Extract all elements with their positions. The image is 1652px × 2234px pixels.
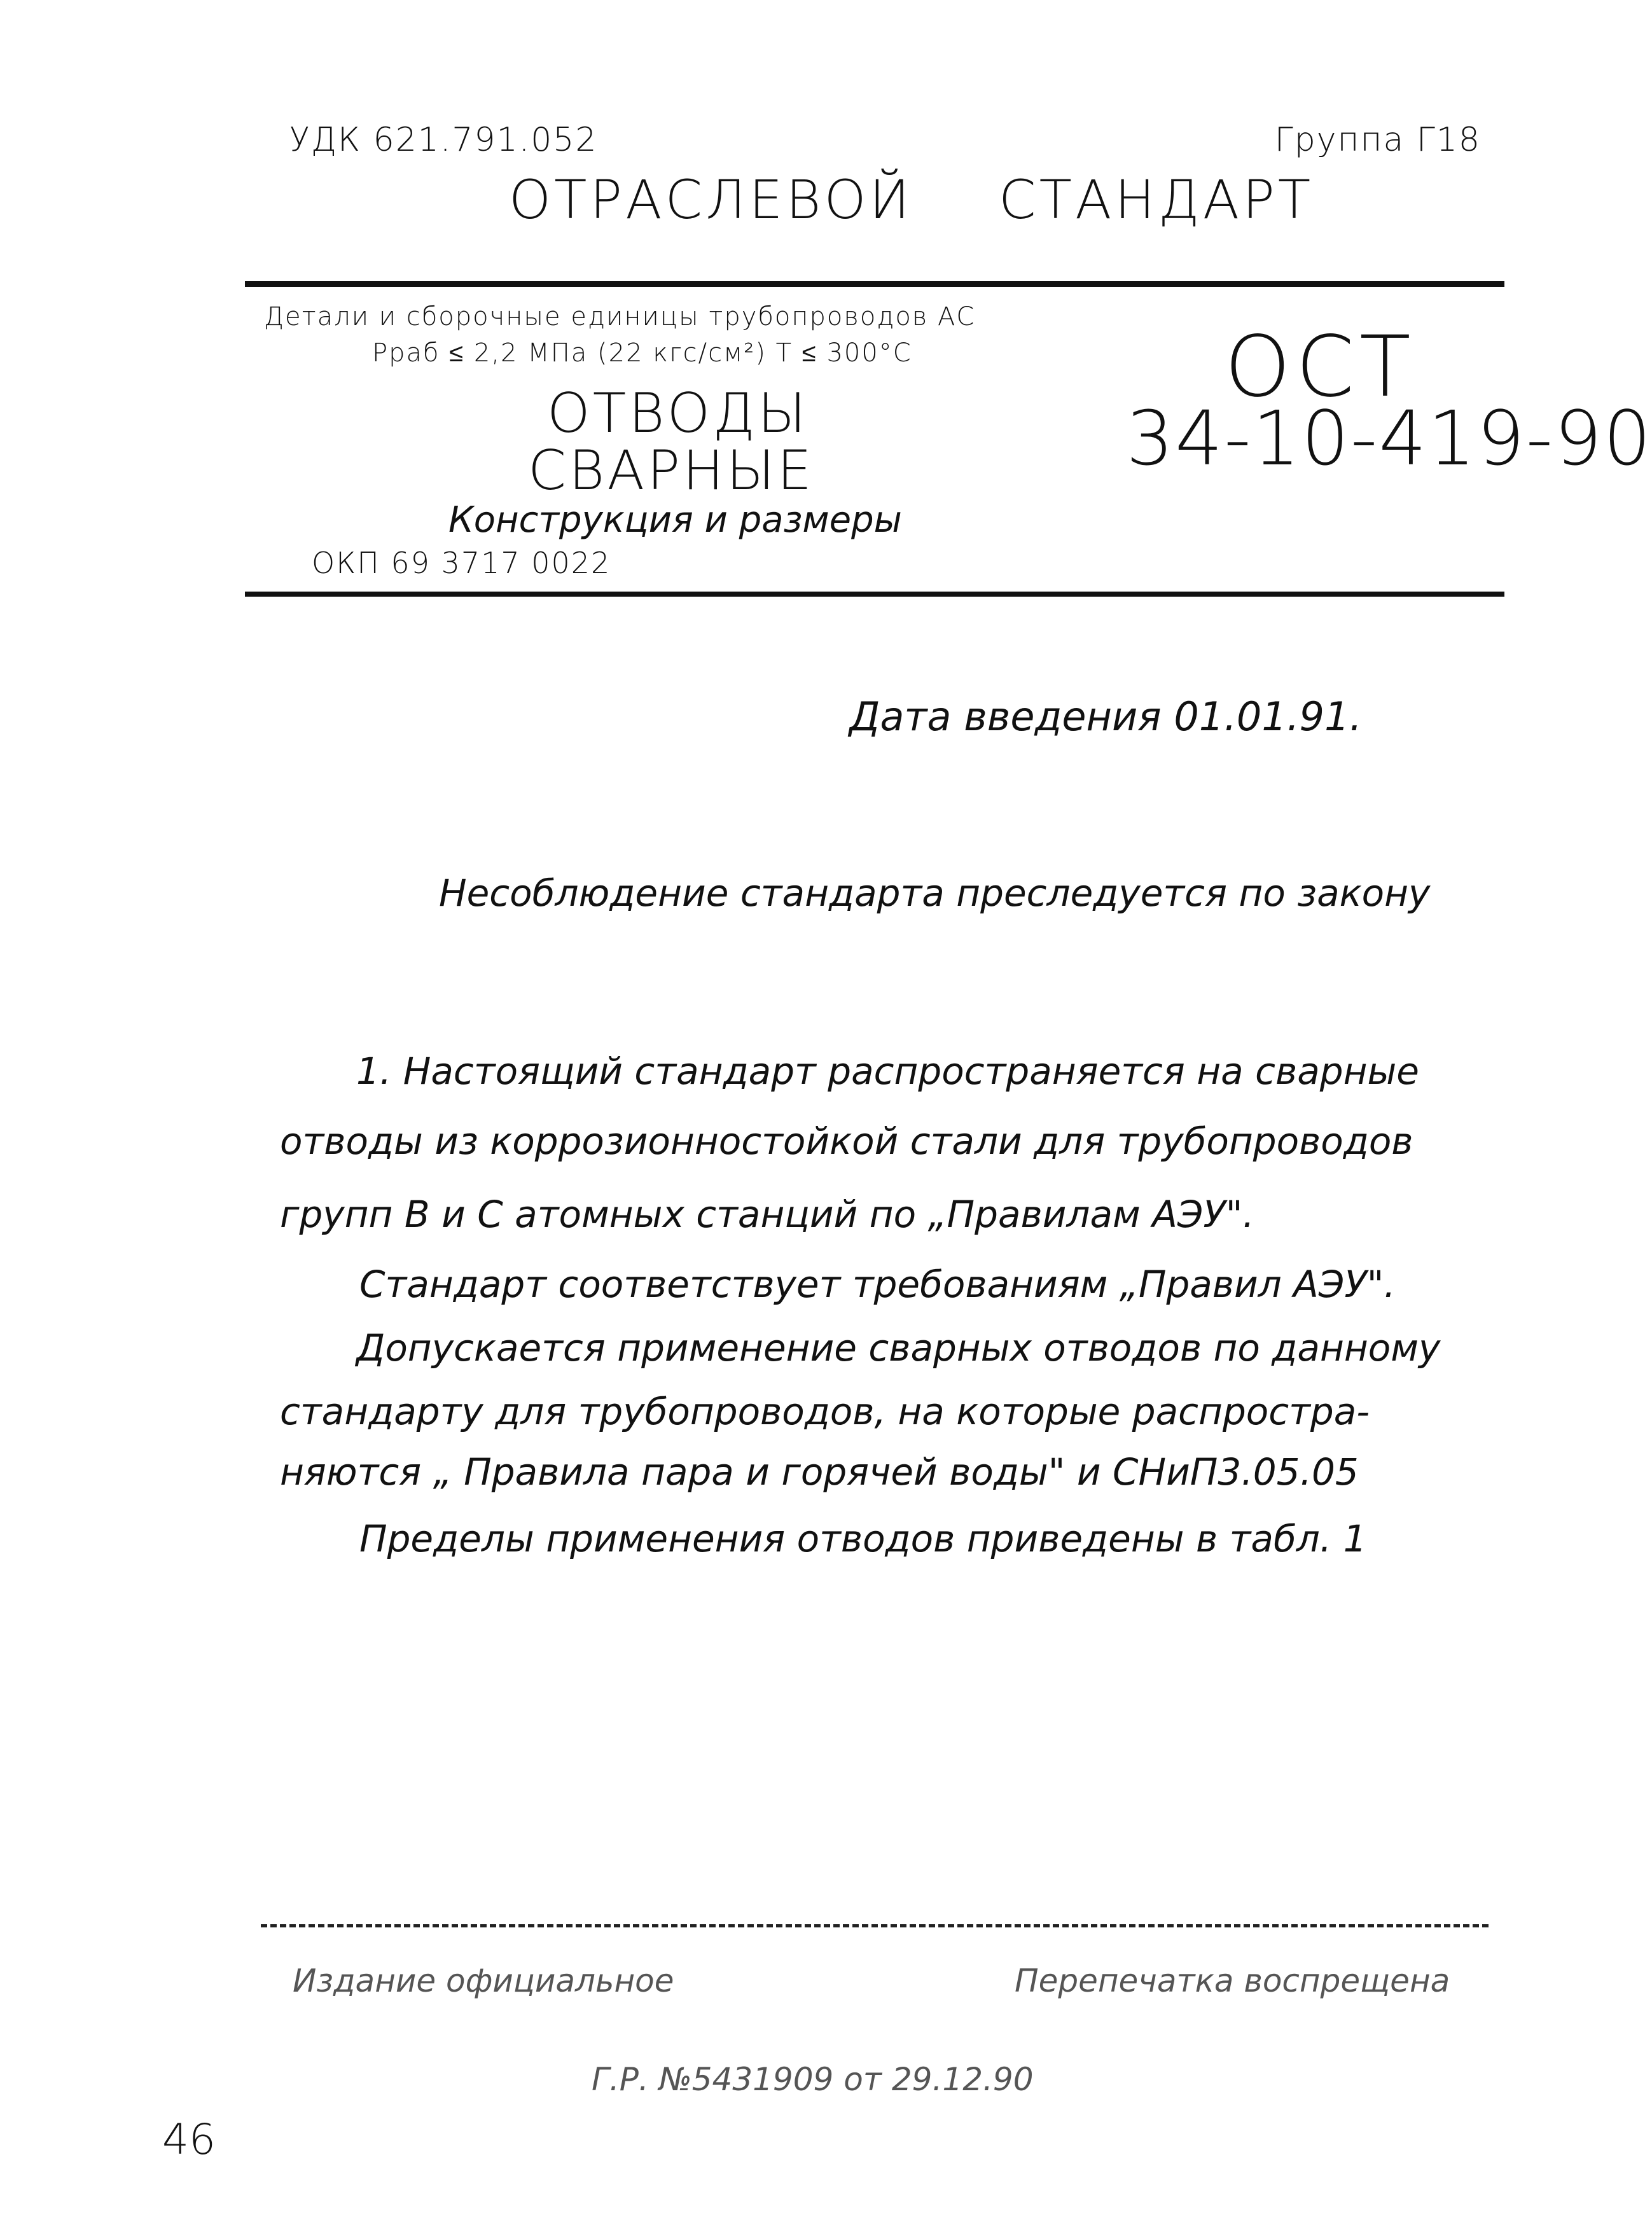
- scope-line-1: Детали и сборочные единицы трубопроводов АС: [264, 302, 976, 331]
- body-line: Допускается применение сварных отводов по данному: [356, 1326, 1441, 1370]
- body-line: групп В и С атомных станций по „Правилам АЭУ".: [280, 1193, 1254, 1236]
- bottom-rule: [245, 592, 1504, 597]
- scope-line-2: Рраб ≤ 2,2 МПа (22 кгс/см²) Т ≤ 300°С: [372, 338, 912, 368]
- group-code: Группа Г18: [1274, 121, 1481, 159]
- udk-code: УДК 621.791.052: [289, 121, 598, 159]
- subtitle-construction: Конструкция и размеры: [448, 499, 902, 541]
- main-title-line-1: ОТВОДЫ: [547, 382, 809, 445]
- body-line: 1. Настоящий стандарт распространяется на сварные: [356, 1050, 1419, 1093]
- okp-code: ОКП 69 3717 0022: [312, 546, 611, 580]
- footer-rule: [261, 1924, 1489, 1927]
- registration-note: Г.Р. №5431909 от 29.12.90: [592, 2061, 1034, 2098]
- body-line: стандарту для трубопроводов, на которые распростра-: [280, 1390, 1370, 1433]
- law-notice: Несоблюдение стандарта преследуется по закону: [439, 871, 1431, 915]
- header-title-right: СТАНДАРТ: [999, 169, 1314, 231]
- ost-label: ОСТ: [1225, 318, 1416, 416]
- top-rule: [245, 281, 1504, 287]
- body-line: Пределы применения отводов приведены в табл. 1: [359, 1517, 1367, 1560]
- body-line: няются „ Правила пара и горячей воды" и СНиП3.05.05: [280, 1450, 1359, 1494]
- reprint-note: Перепечатка воспрещена: [1015, 1962, 1450, 1999]
- main-title-line-2: СВАРНЫЕ: [528, 439, 814, 503]
- body-line: Стандарт соответствует требованиям „Правил АЭУ".: [359, 1263, 1396, 1306]
- edition-note: Издание официальное: [293, 1962, 674, 1999]
- page-number: 46: [162, 2115, 216, 2164]
- introduction-date: Дата введения 01.01.91.: [849, 693, 1363, 740]
- header-title-left: ОТРАСЛЕВОЙ: [509, 169, 913, 231]
- body-line: отводы из коррозионностойкой стали для трубопроводов: [280, 1120, 1413, 1163]
- ost-number: 34-10-419-90: [1126, 394, 1652, 482]
